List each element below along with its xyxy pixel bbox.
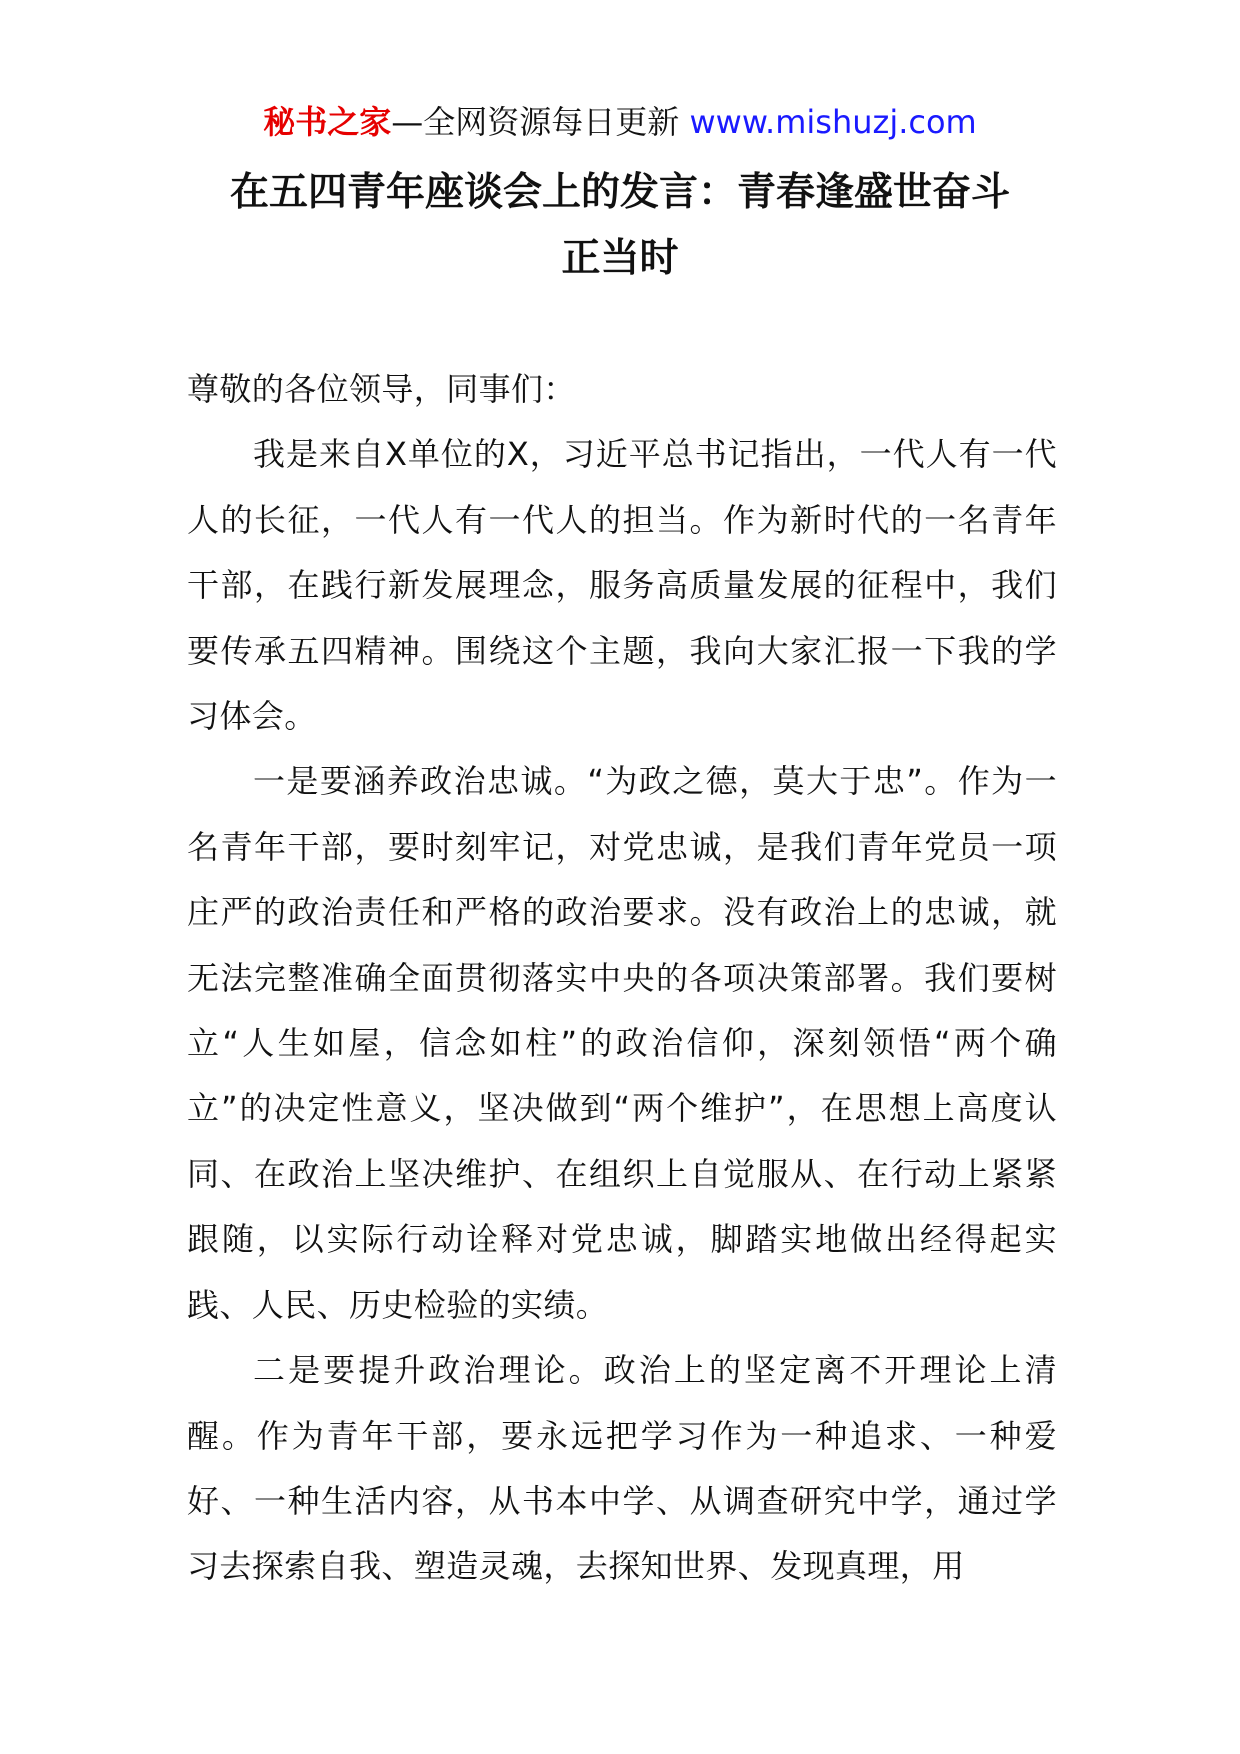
paragraph-intro: 我是来自X单位的X，习近平总书记指出，一代人有一代人的长征，一代人有一代人的担当。作为新时代的一名青年干部，在践行新发展理念，服务高质量发展的征程中，我们要传承五四精神。围绕这个主题，我向大家汇报一下我的学习体会。 bbox=[187, 435, 1057, 736]
document-title-line-2: 正当时 bbox=[561, 236, 679, 281]
site-url-link[interactable]: www.mishuzj.com bbox=[689, 103, 977, 141]
paragraph-political-loyalty: 一是要涵养政治忠诚。“为政之德，莫大于忠”。作为一名青年干部，要时刻牢记，对党忠诚，是我们青年党员一项庄严的政治责任和严格的政治要求。没有政治上的忠诚，就无法完整准确全面贯彻落实中央的各项决策部署。我们要树立“人生如屋，信念如柱”的政治信仰，深刻领悟“两个确立”的决定性意义，坚决做到“两个维护”，在思想上高度认同、在政治上坚决维护、在组织上自觉服从、在行动上紧紧跟随，以实际行动诠释对党忠诚，脚踏实地做出经得起实践、人民、历史检验的实绩。 bbox=[187, 762, 1057, 1324]
paragraph-political-theory: 二是要提升政治理论。政治上的坚定离不开理论上清醒。作为青年干部，要永远把学习作为一种追求、一种爱好、一种生活内容，从书本中学、从调查研究中学，通过学习去探索自我、塑造灵魂，去探知世界、发现真理，用 bbox=[187, 1351, 1057, 1586]
document-title-line-1: 在五四青年座谈会上的发言：青春逢盛世奋斗 bbox=[229, 170, 1010, 215]
document-body bbox=[187, 357, 1057, 1600]
site-brand: 秘书之家 bbox=[263, 103, 392, 141]
document-title bbox=[150, 160, 1090, 292]
site-header bbox=[0, 98, 1240, 146]
salutation: 尊敬的各位领导，同事们： bbox=[187, 370, 576, 408]
site-slogan: —全网资源每日更新 bbox=[391, 103, 680, 141]
